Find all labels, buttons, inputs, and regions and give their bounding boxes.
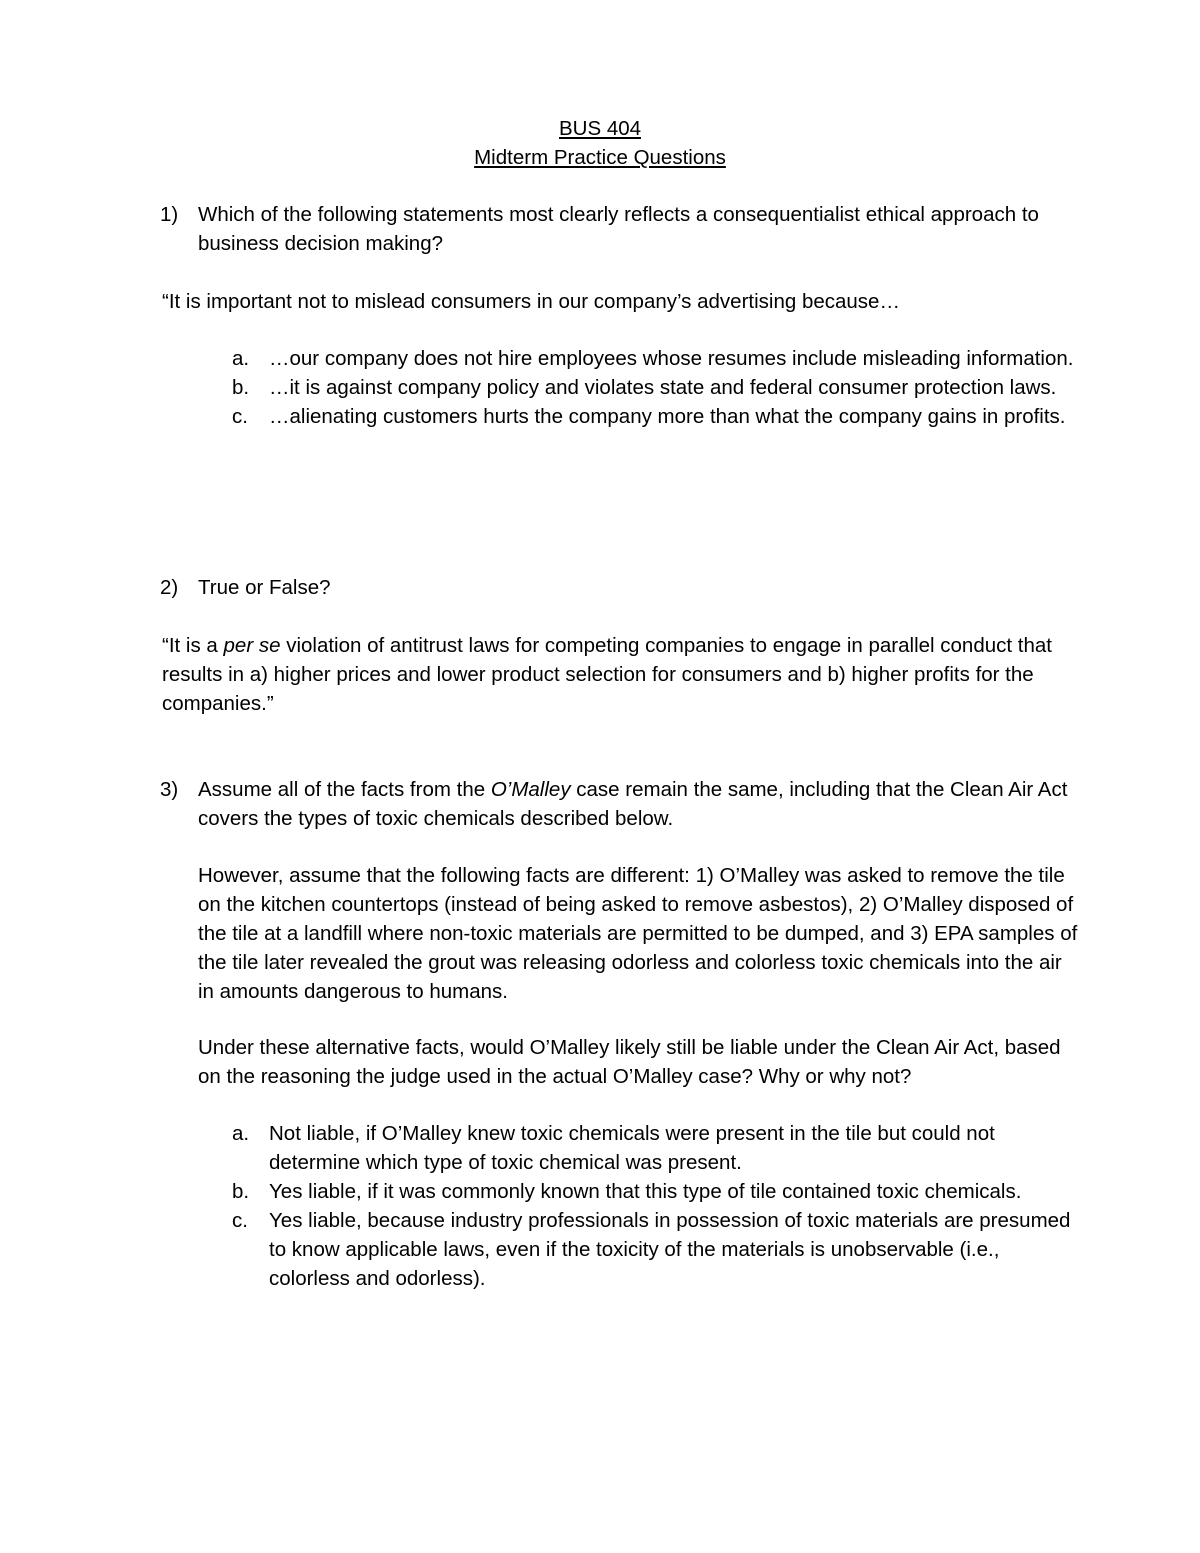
quote-italic-term: per se [223,634,281,657]
question-2-text: True or False? [198,576,331,599]
question-3-text [198,775,1080,833]
quote-end: violation of antitrust laws for competing companies to engage in parallel conduct that results in a) higher prices and lower product selection for consumers and b) higher profits for the companies.” [162,634,1052,715]
option-text: Yes liable, because industry professionals in possession of toxic materials are presumed to know applicable laws, even if the toxicity of the materials is unobservable (i.e., colorless and odorless). [269,1209,1071,1290]
question-3-number: 3) [160,778,179,801]
option-letter: a. [232,347,250,370]
question-3-text-start: Assume all of the facts from the [198,778,491,801]
question-3-options [232,1119,1082,1293]
option-text: …our company does not hire employees whose resumes include misleading information. [269,347,1074,370]
option-text: Not liable, if O’Malley knew toxic chemicals were present in the tile but could not determine which type of toxic chemical was present. [269,1122,995,1174]
course-code: BUS 404 [558,117,642,140]
question-3-paragraph-2: However, assume that the following facts are different: 1) O’Malley was asked to remove the tile on the kitchen countertops (instead of being asked to remove asbestos), 2) O’Malley disposed of the tile at a landfill where non-toxic materials are permitted to be dumped, and 3) EPA samples of the tile later revealed the grout was releasing odorless and colorless toxic chemicals into the air in amounts dangerous to humans. [198,864,1078,1003]
option-letter: c. [232,1209,248,1232]
question-1-text: Which of the following statements most clearly reflects a consequentialist ethical approach to business decision making? [198,203,1039,255]
question-2 [160,573,1080,602]
option-text: Yes liable, if it was commonly known that this type of tile contained toxic chemicals. [269,1180,1022,1203]
question-1-option-b [232,373,1082,402]
question-1-number: 1) [160,203,179,226]
document-subtitle: Midterm Practice Questions [474,146,726,169]
question-3 [160,775,1080,833]
question-1-option-a [232,344,1082,373]
option-letter: a. [232,1122,250,1145]
question-3-option-a [232,1119,1082,1177]
option-letter: c. [232,405,248,428]
quote-start: “It is a [162,634,224,657]
case-name: O’Malley [490,778,571,801]
option-letter: b. [232,1180,250,1203]
question-3-text-end: case remain the same, including that the Clean Air Act covers the types of toxic chemicals described below. [198,778,1068,830]
option-text: …it is against company policy and violates state and federal consumer protection laws. [269,376,1057,399]
document-title [0,114,1200,172]
question-2-number: 2) [160,576,179,599]
question-1-quote: “It is important not to mislead consumers in our company’s advertising because… [162,290,900,313]
question-1-option-c [232,402,1082,431]
question-1-options [232,344,1082,431]
option-text: …alienating customers hurts the company more than what the company gains in profits. [269,405,1066,428]
question-3-option-c [232,1206,1082,1293]
question-3-option-b [232,1177,1082,1206]
option-letter: b. [232,376,250,399]
question-2-quote [162,631,1082,718]
question-1 [160,200,1080,258]
question-3-paragraph-3: Under these alternative facts, would O’Malley likely still be liable under the Clean Air Act, based on the reasoning the judge used in the actual O’Malley case? Why or why not? [198,1036,1061,1088]
